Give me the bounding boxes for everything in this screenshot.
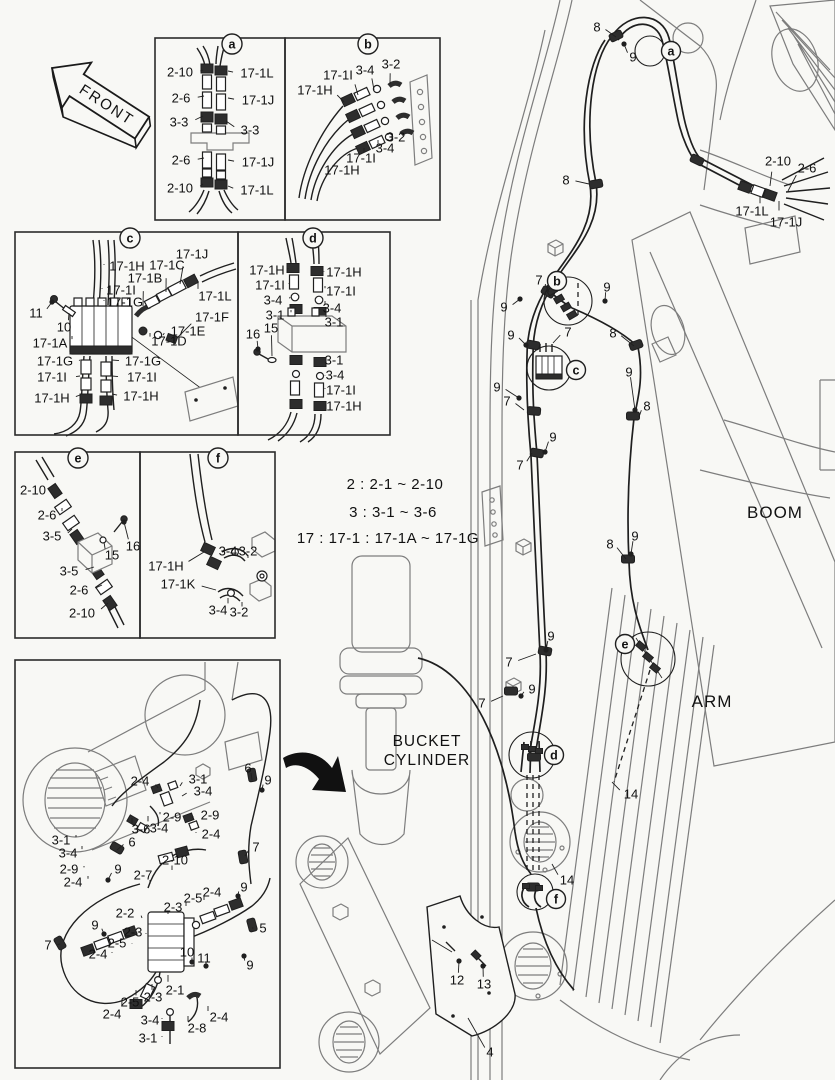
callout-label: 2-10 xyxy=(764,153,792,169)
part-label: 17-1I xyxy=(106,282,136,298)
part-label: 2-5 xyxy=(183,890,203,906)
part-label: 2-4 xyxy=(63,874,83,890)
part-label: 2-4 xyxy=(202,884,222,900)
region-label-bucket: BUCKET xyxy=(392,733,462,750)
rotate-arrow-icon xyxy=(283,753,346,792)
part-label-leader xyxy=(271,335,272,356)
part-label: 17-1J xyxy=(241,92,275,108)
part-label: 2-10 xyxy=(166,64,194,80)
part-label: 17-1I xyxy=(323,67,353,83)
part-label: 17-1L xyxy=(240,182,274,198)
part-label: 17-1H xyxy=(326,264,362,280)
part-label: 3-3 xyxy=(240,122,260,138)
detail-box-letter-b: b xyxy=(364,37,372,52)
callout-label-leader xyxy=(575,181,589,184)
part-label: 2-6 xyxy=(69,582,89,598)
callout-label: 9 xyxy=(493,379,501,395)
callout-label: 7 xyxy=(478,695,486,711)
part-label: 9 xyxy=(264,772,272,788)
callout-label: 7 xyxy=(503,393,511,409)
part-label-leader xyxy=(180,782,182,786)
callout-label-bolt-dot xyxy=(516,395,521,400)
marker-letter-c: c xyxy=(572,363,580,378)
part-label-leader xyxy=(202,586,216,590)
detail-box-letter-e: e xyxy=(74,451,82,466)
part-label: 3-6 xyxy=(131,821,151,837)
part-label-leader xyxy=(124,522,128,539)
part-label: 17-1A xyxy=(32,335,68,351)
callout-label: 8 xyxy=(593,19,601,35)
part-label: 3-2 xyxy=(381,56,401,72)
part-label-leader xyxy=(189,552,204,561)
part-label: 6 xyxy=(128,834,136,850)
callout-label: 14 xyxy=(559,872,575,888)
part-label-leader xyxy=(141,916,142,918)
part-label: 3-4 xyxy=(322,300,342,316)
region-label-cylinder: CYLINDER xyxy=(383,752,471,769)
marker-letter-d: d xyxy=(550,748,558,763)
part-label: 17-1I xyxy=(37,369,67,385)
part-label: 3-4 xyxy=(375,140,395,156)
part-label: 9 xyxy=(114,861,122,877)
callout-label-bolt-dot xyxy=(480,963,485,968)
part-label: 17-1B xyxy=(127,270,163,286)
part-label: 7 xyxy=(252,839,260,855)
part-label: 15 xyxy=(104,547,120,563)
callout-label: 17-1L xyxy=(735,203,769,219)
part-label: 3-4 xyxy=(193,783,213,799)
part-label: 3-2 xyxy=(229,604,249,620)
part-label: 3-3 xyxy=(169,114,189,130)
part-label: 17-1D xyxy=(151,333,187,349)
legend-line-2: 3 : 3-1 ~ 3-6 xyxy=(349,504,437,521)
marker-letter-e: e xyxy=(621,637,629,652)
part-label: 2-3 xyxy=(143,989,163,1005)
callout-label-bolt-dot xyxy=(543,647,548,652)
part-label-leader xyxy=(228,98,234,99)
part-label-bolt-dot xyxy=(255,346,260,351)
callout-label: 8 xyxy=(606,536,614,552)
marker-letter-b: b xyxy=(553,274,561,289)
part-label: 3-1 xyxy=(265,307,285,323)
part-label: 3-4 xyxy=(140,1012,160,1028)
callout-label: 9 xyxy=(603,279,611,295)
part-label: 2-4 xyxy=(88,946,108,962)
part-label: 3-4 xyxy=(58,845,78,861)
part-label: 17-1G xyxy=(36,353,74,369)
callout-label: 8 xyxy=(562,172,570,188)
part-label: 17-1G xyxy=(124,353,162,369)
detail-box-letter-c: c xyxy=(126,231,134,246)
part-label: 2-9 xyxy=(200,807,220,823)
callout-label: 7 xyxy=(535,272,543,288)
part-label: 11 xyxy=(197,950,211,966)
callout-label: 9 xyxy=(549,429,557,445)
part-label: 17-1H xyxy=(324,162,360,178)
detail-box-letter-f: f xyxy=(215,451,221,466)
part-label: 2-3 xyxy=(163,899,183,915)
callout-label: 7 xyxy=(564,324,572,340)
part-label: 17-1K xyxy=(160,576,196,592)
part-label: 9 xyxy=(91,917,99,933)
part-label: 2-9 xyxy=(162,809,182,825)
part-label: 17-1I xyxy=(326,283,356,299)
part-label: 2-10 xyxy=(161,852,189,868)
generated-annotations xyxy=(15,20,816,1069)
part-label: 2-10 xyxy=(68,605,96,621)
part-label-leader xyxy=(112,360,119,361)
callout-label: 7 xyxy=(505,654,513,670)
callout-label: 9 xyxy=(528,681,536,697)
region-label-boom: BOOM xyxy=(747,503,803,522)
highlight-circle-a xyxy=(635,36,665,66)
detail-box-letter-d: d xyxy=(309,231,317,246)
callout-label: 7 xyxy=(516,457,524,473)
part-label-bolt-dot xyxy=(121,519,126,524)
callout-label-bolt-dot xyxy=(517,296,522,301)
callout-label: 4 xyxy=(486,1044,494,1060)
front-label: FRONT xyxy=(76,81,138,130)
part-label: 17-1J xyxy=(241,154,275,170)
callout-label-bolt-dot xyxy=(621,41,626,46)
part-label: 17-1I xyxy=(255,277,285,293)
part-label-leader xyxy=(228,160,234,161)
part-label: 3-4 xyxy=(325,367,345,383)
part-label: 3-1 xyxy=(324,352,344,368)
callout-label-bolt-dot xyxy=(632,407,637,412)
part-label: 17-1H xyxy=(109,258,145,274)
callout-label: 14 xyxy=(623,786,639,802)
part-label: 10 xyxy=(179,944,195,960)
part-label: 2-2 xyxy=(115,905,135,921)
part-label: 3-5 xyxy=(42,528,62,544)
callout-label-leader xyxy=(491,696,503,701)
part-label: 2-6 xyxy=(171,90,191,106)
part-label: 2-4 xyxy=(209,1009,229,1025)
part-label: 16 xyxy=(125,538,141,554)
part-label-bolt-dot xyxy=(105,877,110,882)
part-label: 2-3 xyxy=(123,924,143,940)
part-label: 3-2 xyxy=(386,129,406,145)
legend-line-3: 17 : 17-1 : 17-1A ~ 17-1G xyxy=(296,530,480,547)
callout-label: 9 xyxy=(547,628,555,644)
part-label: 17-1H xyxy=(148,558,184,574)
part-label: 17-1I xyxy=(346,150,376,166)
part-label: 11 xyxy=(29,305,43,321)
part-label: 2-8 xyxy=(187,1020,207,1036)
part-label: 2-6 xyxy=(37,507,57,523)
callout-label-bolt-dot xyxy=(456,958,461,963)
part-label: 2-6 xyxy=(171,152,191,168)
part-label-leader xyxy=(76,376,80,377)
part-label-bolt-dot xyxy=(49,299,54,304)
part-label: 17-1F xyxy=(195,309,229,325)
part-label-leader xyxy=(228,186,233,188)
part-label: 3-1 xyxy=(188,771,208,787)
part-label-bolt-dot xyxy=(189,959,194,964)
marker-letter-a: a xyxy=(667,44,675,59)
part-label: 3-5 xyxy=(59,563,79,579)
part-label: 17-1C xyxy=(149,257,185,273)
part-label: 17-1I xyxy=(326,382,356,398)
callout-label-leader xyxy=(518,654,536,661)
part-label: 3-1 xyxy=(138,1030,158,1046)
part-label: 3-4 xyxy=(149,820,169,836)
callout-label: 8 xyxy=(643,398,651,414)
part-label: 17-1H xyxy=(326,398,362,414)
callout-label: 9 xyxy=(507,327,515,343)
part-label: 2-7 xyxy=(133,867,153,883)
part-label: 2-10 xyxy=(19,482,47,498)
part-label: 17-1L xyxy=(198,288,232,304)
part-label: 5 xyxy=(259,920,267,936)
hose-clamps xyxy=(505,30,705,891)
part-label-leader xyxy=(112,376,118,377)
part-label: 17-1H xyxy=(34,390,70,406)
part-label: 2-1 xyxy=(165,982,185,998)
detail-box-letter-a: a xyxy=(228,37,236,52)
callout-label-bolt-dot xyxy=(602,298,607,303)
part-label-bolt-dot xyxy=(259,787,264,792)
callout-label: 9 xyxy=(625,364,633,380)
callout-label: 9 xyxy=(629,49,637,65)
part-label: 3-1 xyxy=(324,314,344,330)
part-label: 9 xyxy=(240,879,248,895)
part-label: 2-10 xyxy=(166,180,194,196)
callout-label-bolt-dot xyxy=(523,342,528,347)
callout-label-bolt-dot xyxy=(518,693,523,698)
part-label: 9 xyxy=(246,957,254,973)
callout-label-leader xyxy=(630,377,635,410)
part-label: 3-4 xyxy=(208,602,228,618)
callout-label-bolt-dot xyxy=(628,551,633,556)
callout-label-leader xyxy=(515,403,524,410)
part-label: 17-1G xyxy=(106,294,144,310)
callout-label: 13 xyxy=(476,976,492,992)
front-arrow xyxy=(33,46,162,159)
part-label: 7 xyxy=(44,937,52,953)
part-label: 16 xyxy=(245,326,261,342)
part-label: 2-4 xyxy=(130,773,150,789)
part-label-leader xyxy=(58,944,60,945)
part-label: 2-4 xyxy=(102,1006,122,1022)
part-label: 3-4 xyxy=(218,543,238,559)
part-label: 2-9 xyxy=(59,861,79,877)
part-label: 3-4 xyxy=(263,292,283,308)
part-label: 17-1L xyxy=(240,65,274,81)
part-label: 17-1H xyxy=(297,82,333,98)
callout-label: 2-6 xyxy=(797,160,817,176)
marker-letter-f: f xyxy=(553,892,559,907)
callout-label: 12 xyxy=(449,972,465,988)
callout-label: 9 xyxy=(500,299,508,315)
callout-label: 8 xyxy=(609,325,617,341)
part-label-leader xyxy=(182,793,187,796)
part-label: 15 xyxy=(263,320,279,336)
part-label: 17-1H xyxy=(123,388,159,404)
legend-line-1: 2 : 2-1 ~ 2-10 xyxy=(346,476,444,493)
part-label: 2-5 xyxy=(120,994,140,1010)
part-label: 3-1 xyxy=(51,832,71,848)
part-label: 2-4 xyxy=(201,826,221,842)
part-label-leader xyxy=(228,71,233,72)
part-label: 17-1J xyxy=(175,246,209,262)
callout-label-leader xyxy=(553,335,560,343)
part-label: 3-4 xyxy=(355,62,375,78)
part-label: 17-1H xyxy=(249,262,285,278)
part-label: 17-1I xyxy=(127,369,157,385)
part-label-leader xyxy=(76,395,80,397)
detail-box-frame-bottom xyxy=(15,660,280,1068)
part-label-bolt-dot xyxy=(101,931,106,936)
region-label-arm: ARM xyxy=(691,692,733,711)
callout-label-bolt-dot xyxy=(542,449,547,454)
callout-label: 9 xyxy=(631,528,639,544)
part-label: 2-5 xyxy=(107,935,127,951)
part-label: 10 xyxy=(56,319,72,335)
part-label: 17-1E xyxy=(170,323,206,339)
part-label: 6 xyxy=(244,760,252,776)
callout-label: 17-1J xyxy=(769,214,803,230)
part-label: 3-2 xyxy=(238,543,258,559)
